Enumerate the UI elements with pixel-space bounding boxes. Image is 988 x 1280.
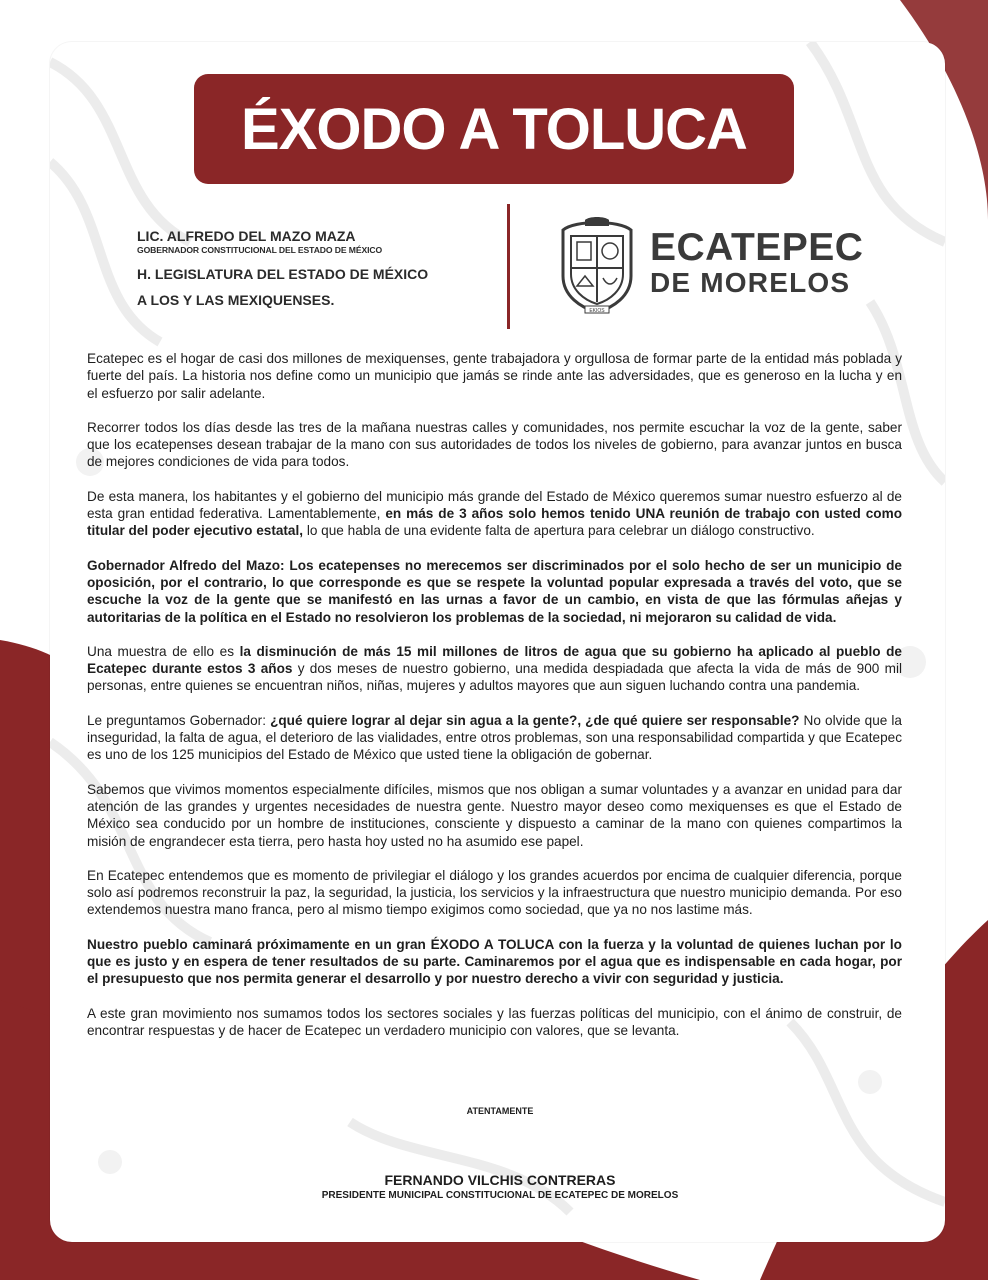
- ecatepec-logo: [650, 228, 863, 298]
- title-banner: [194, 74, 794, 184]
- paragraph-1: Ecatepec es el hogar de casi dos millones de mexiquenses, gente trabajadora y orgullosa de formar parte de la entidad más poblada y fuerte del país. La historia nos define como un municipio que jamás se rinde ante las adversidades, que es generoso en la lucha y en el esfuerzo por salir adelante.: [87, 351, 902, 401]
- signer-title: PRESIDENTE MUNICIPAL CONSTITUCIONAL DE ECATEPEC DE MORELOS: [321, 1190, 679, 1201]
- vertical-divider: [507, 204, 510, 329]
- emblem-label: EKIOS: [589, 308, 605, 314]
- paragraph-9: Nuestro pueblo caminará próximamente en un gran ÉXODO A TOLUCA con la fuerza y la voluntad de quienes luchan por lo que es justo y en espera de tener resultados de su parte. Caminaremos por el agua que es indispensable en cada hogar, por el presupuesto que nos permita generar el desarrollo y por nuestro derecho a vivir con seguridad y justicia.: [87, 936, 902, 987]
- paragraph-2: Recorrer todos los días desde las tres de la mañana nuestras calles y comunidades, nos permite escuchar la voz de la gente, saber que los ecatepenses desean trabajar de la mano con sus autoridades de todos los niveles de gobierno, para avanzar juntos en busca de mejores condiciones de vida para todos.: [87, 419, 902, 470]
- logo-line-2: DE MORELOS: [650, 267, 851, 298]
- closing-block: [250, 1106, 750, 1201]
- citizens-line: A LOS Y LAS MEXIQUENSES.: [137, 292, 335, 308]
- paragraph-7: Sabemos que vivimos momentos especialmente difíciles, mismos que nos obligan a sumar voluntades y a avanzar en unidad para dar atención de las grandes y urgentes necesidades de nuestra gente. Nuestro mayor deseo como mexiquenses es que el Estado de México sea conducido por un hombre de instituciones, consciente y dispuesto a caminar de la mano con quienes compartimos la misión de engrandecer esta tierra, pero hasta hoy usted no ha asumido ese papel.: [87, 781, 902, 849]
- recipient-name: LIC. ALFREDO DEL MAZO MAZA: [137, 228, 356, 244]
- paragraph-10: A este gran movimiento nos sumamos todos los sectores sociales y las fuerzas políticas del municipio, con el ánimo de construir, de encontrar respuestas y de hacer de Ecatepec un verdadero municipio con valores, que se levanta.: [87, 1005, 902, 1038]
- municipal-coat-of-arms-icon: [555, 216, 639, 314]
- address-block: [137, 228, 477, 308]
- legislature-line: H. LEGISLATURA DEL ESTADO DE MÉXICO: [137, 266, 429, 282]
- paragraph-5: Una muestra de ello es la disminución de más 15 mil millones de litros de agua que su gobierno ha aplicado al pueblo de Ecatepec durante estos 3 años y dos meses de nuestro gobierno, una medida despiadada que afecta la vida de más de 900 mil personas, entre quienes se encuentran niños, niñas, mujeres y adultos mayores que aun siguen luchando contra una pandemia.: [87, 643, 903, 694]
- recipient-title: GOBERNADOR CONSTITUCIONAL DEL ESTADO DE MÉXICO: [137, 245, 383, 255]
- letter-card: [50, 42, 945, 1242]
- signer-name: FERNANDO VILCHIS CONTRERAS: [384, 1172, 616, 1188]
- paragraph-6: Le preguntamos Gobernador: ¿qué quiere lograr al dejar sin agua a la gente?, ¿de qué quiere ser responsable? No olvide que la inseguridad, la falta de agua, el deterioro de las vialidades, entre otros problemas, son una responsabilidad compartida y que Ecatepec es uno de los 125 municipios del Estado de México que usted tiene la obligación de gobernar.: [87, 712, 902, 763]
- letter-body: [87, 350, 902, 1056]
- paragraph-8: En Ecatepec entendemos que es momento de privilegiar el diálogo y los grandes acuerdos por encima de cualquier diferencia, porque solo así podremos reconstruir la paz, la seguridad, la justicia, los servicios y la infraestructura que nuestro municipio demanda. Por eso extendemos nuestra mano franca, pero al mismo tiempo exigimos como sociedad, que ya no nos lastime más.: [87, 867, 902, 918]
- main-title: ÉXODO A TOLUCA: [241, 96, 747, 162]
- paragraph-3: De esta manera, los habitantes y el gobierno del municipio más grande del Estado de México queremos sumar nuestro esfuerzo al de esta gran entidad federativa. Lamentablemente, en más de 3 años solo hemos tenido UNA reunión de trabajo con usted como titular del poder ejecutivo estatal, lo que habla de una evidente falta de apertura para celebrar un diálogo constructivo.: [87, 488, 903, 539]
- logo-line-1: ECATEPEC: [650, 226, 864, 269]
- paragraph-4: Gobernador Alfredo del Mazo: Los ecatepenses no merecemos ser discriminados por el solo hecho de ser un municipio de oposición, por el contrario, lo que corresponde es que se respete la voluntad popular expresada a través del voto, que se escuche la voz de la gente que se manifestó en las urnas a favor de un cambio, en vista de que las fórmulas añejas y autoritarias de la política en el Estado no resolvieron los problemas de la sociedad, ni mejoraron su calidad de vida.: [87, 557, 902, 625]
- salutation: ATENTAMENTE: [466, 1106, 534, 1116]
